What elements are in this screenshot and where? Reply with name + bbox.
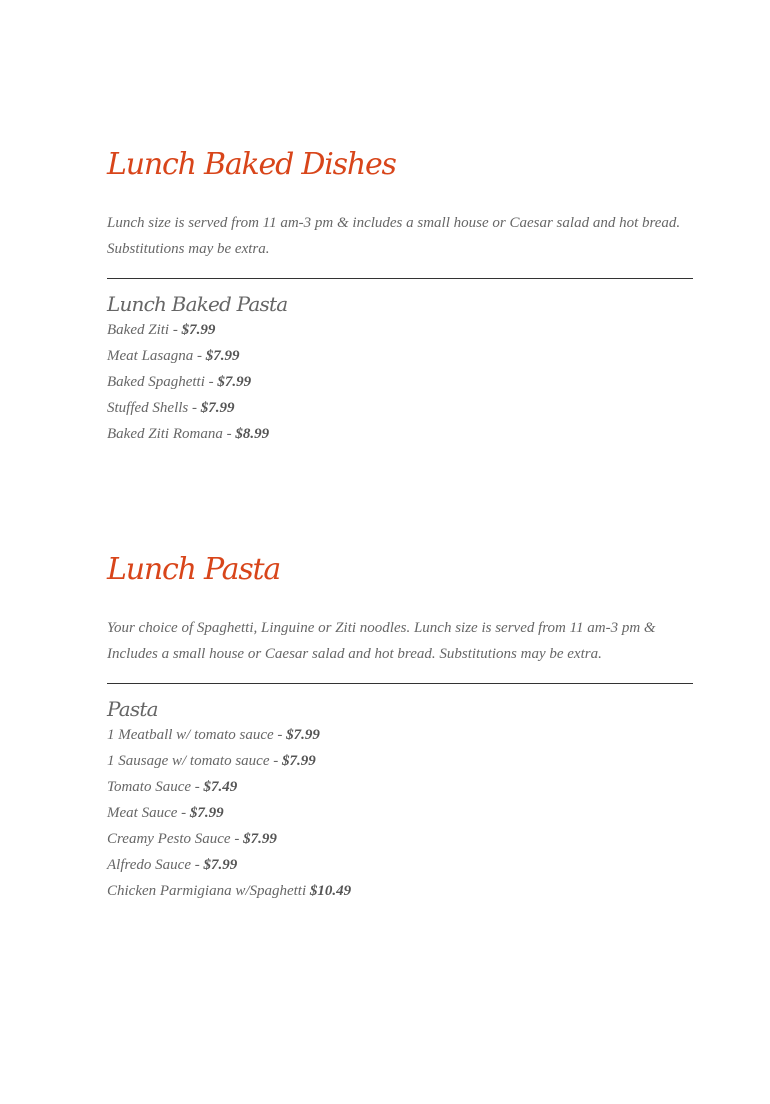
item-name: Meat Sauce — [107, 805, 178, 821]
item-name: Baked Ziti — [107, 322, 170, 338]
item-price: $7.99 — [181, 322, 216, 338]
section-intro: Lunch size is served from 11 am-3 pm & includes a small house or Caesar salad and hot bread. Substitutions may be extra. — [107, 215, 681, 257]
item-separator: - — [204, 374, 218, 390]
item-price: $7.99 — [205, 348, 240, 364]
menu-item — [107, 878, 693, 904]
menu-item — [107, 421, 693, 447]
item-separator: - — [169, 322, 182, 338]
item-separator: - — [273, 727, 287, 743]
item-name: Baked Spaghetti — [107, 374, 205, 390]
item-name: Baked Ziti Romana — [107, 426, 223, 442]
item-name: Creamy Pesto Sauce — [107, 831, 231, 847]
item-price: $7.99 — [286, 727, 320, 743]
menu-item — [107, 317, 693, 343]
item-name: Alfredo Sauce — [107, 857, 192, 873]
item-price: $10.49 — [309, 883, 352, 899]
item-separator: - — [222, 426, 236, 442]
menu-item — [107, 369, 693, 395]
sub-heading: Lunch Baked Pasta — [107, 292, 288, 316]
item-price: $7.99 — [243, 831, 277, 847]
menu-item — [107, 826, 693, 852]
item-separator: - — [191, 779, 204, 795]
menu-item — [107, 395, 693, 421]
menu-item — [107, 852, 693, 878]
section-divider — [107, 278, 693, 279]
item-price: $7.99 — [282, 753, 316, 769]
item-price: $7.99 — [189, 805, 224, 821]
item-price: $7.99 — [200, 400, 235, 416]
menu-item — [107, 748, 693, 774]
menu-section-lunch-pasta — [107, 543, 693, 904]
menu-item — [107, 774, 693, 800]
menu-item — [107, 343, 693, 369]
menu-item — [107, 722, 693, 748]
menu-item-list — [107, 722, 693, 904]
item-name: Chicken Parmigiana w/Spaghetti — [107, 883, 307, 899]
sub-heading: Pasta — [107, 697, 158, 721]
item-separator: - — [188, 400, 201, 416]
item-separator: - — [230, 831, 244, 847]
menu-item-list — [107, 317, 693, 447]
section-divider — [107, 683, 693, 684]
section-title: Lunch Pasta — [107, 552, 281, 587]
menu-section-lunch-baked-dishes — [107, 138, 693, 447]
item-separator: - — [191, 857, 204, 873]
item-name: 1 Sausage w/ tomato sauce — [107, 753, 270, 769]
item-price: $7.99 — [203, 857, 238, 873]
item-separator: - — [193, 348, 206, 364]
item-separator: - — [177, 805, 190, 821]
item-price: $8.99 — [235, 426, 270, 442]
item-name: 1 Meatball w/ tomato sauce — [107, 727, 274, 743]
item-name: Stuffed Shells — [107, 400, 189, 416]
section-title: Lunch Baked Dishes — [107, 147, 396, 182]
item-separator: - — [269, 753, 282, 769]
menu-item — [107, 800, 693, 826]
item-name: Tomato Sauce — [107, 779, 192, 795]
item-price: $7.99 — [217, 374, 252, 390]
section-intro: Your choice of Spaghetti, Linguine or Ziti noodles. Lunch size is served from 11 am-3 pm & Includes a small house or Caesar salad and hot bread. Substitutions may be extra. — [107, 620, 656, 662]
item-price: $7.49 — [203, 779, 238, 795]
item-name: Meat Lasagna — [107, 348, 194, 364]
